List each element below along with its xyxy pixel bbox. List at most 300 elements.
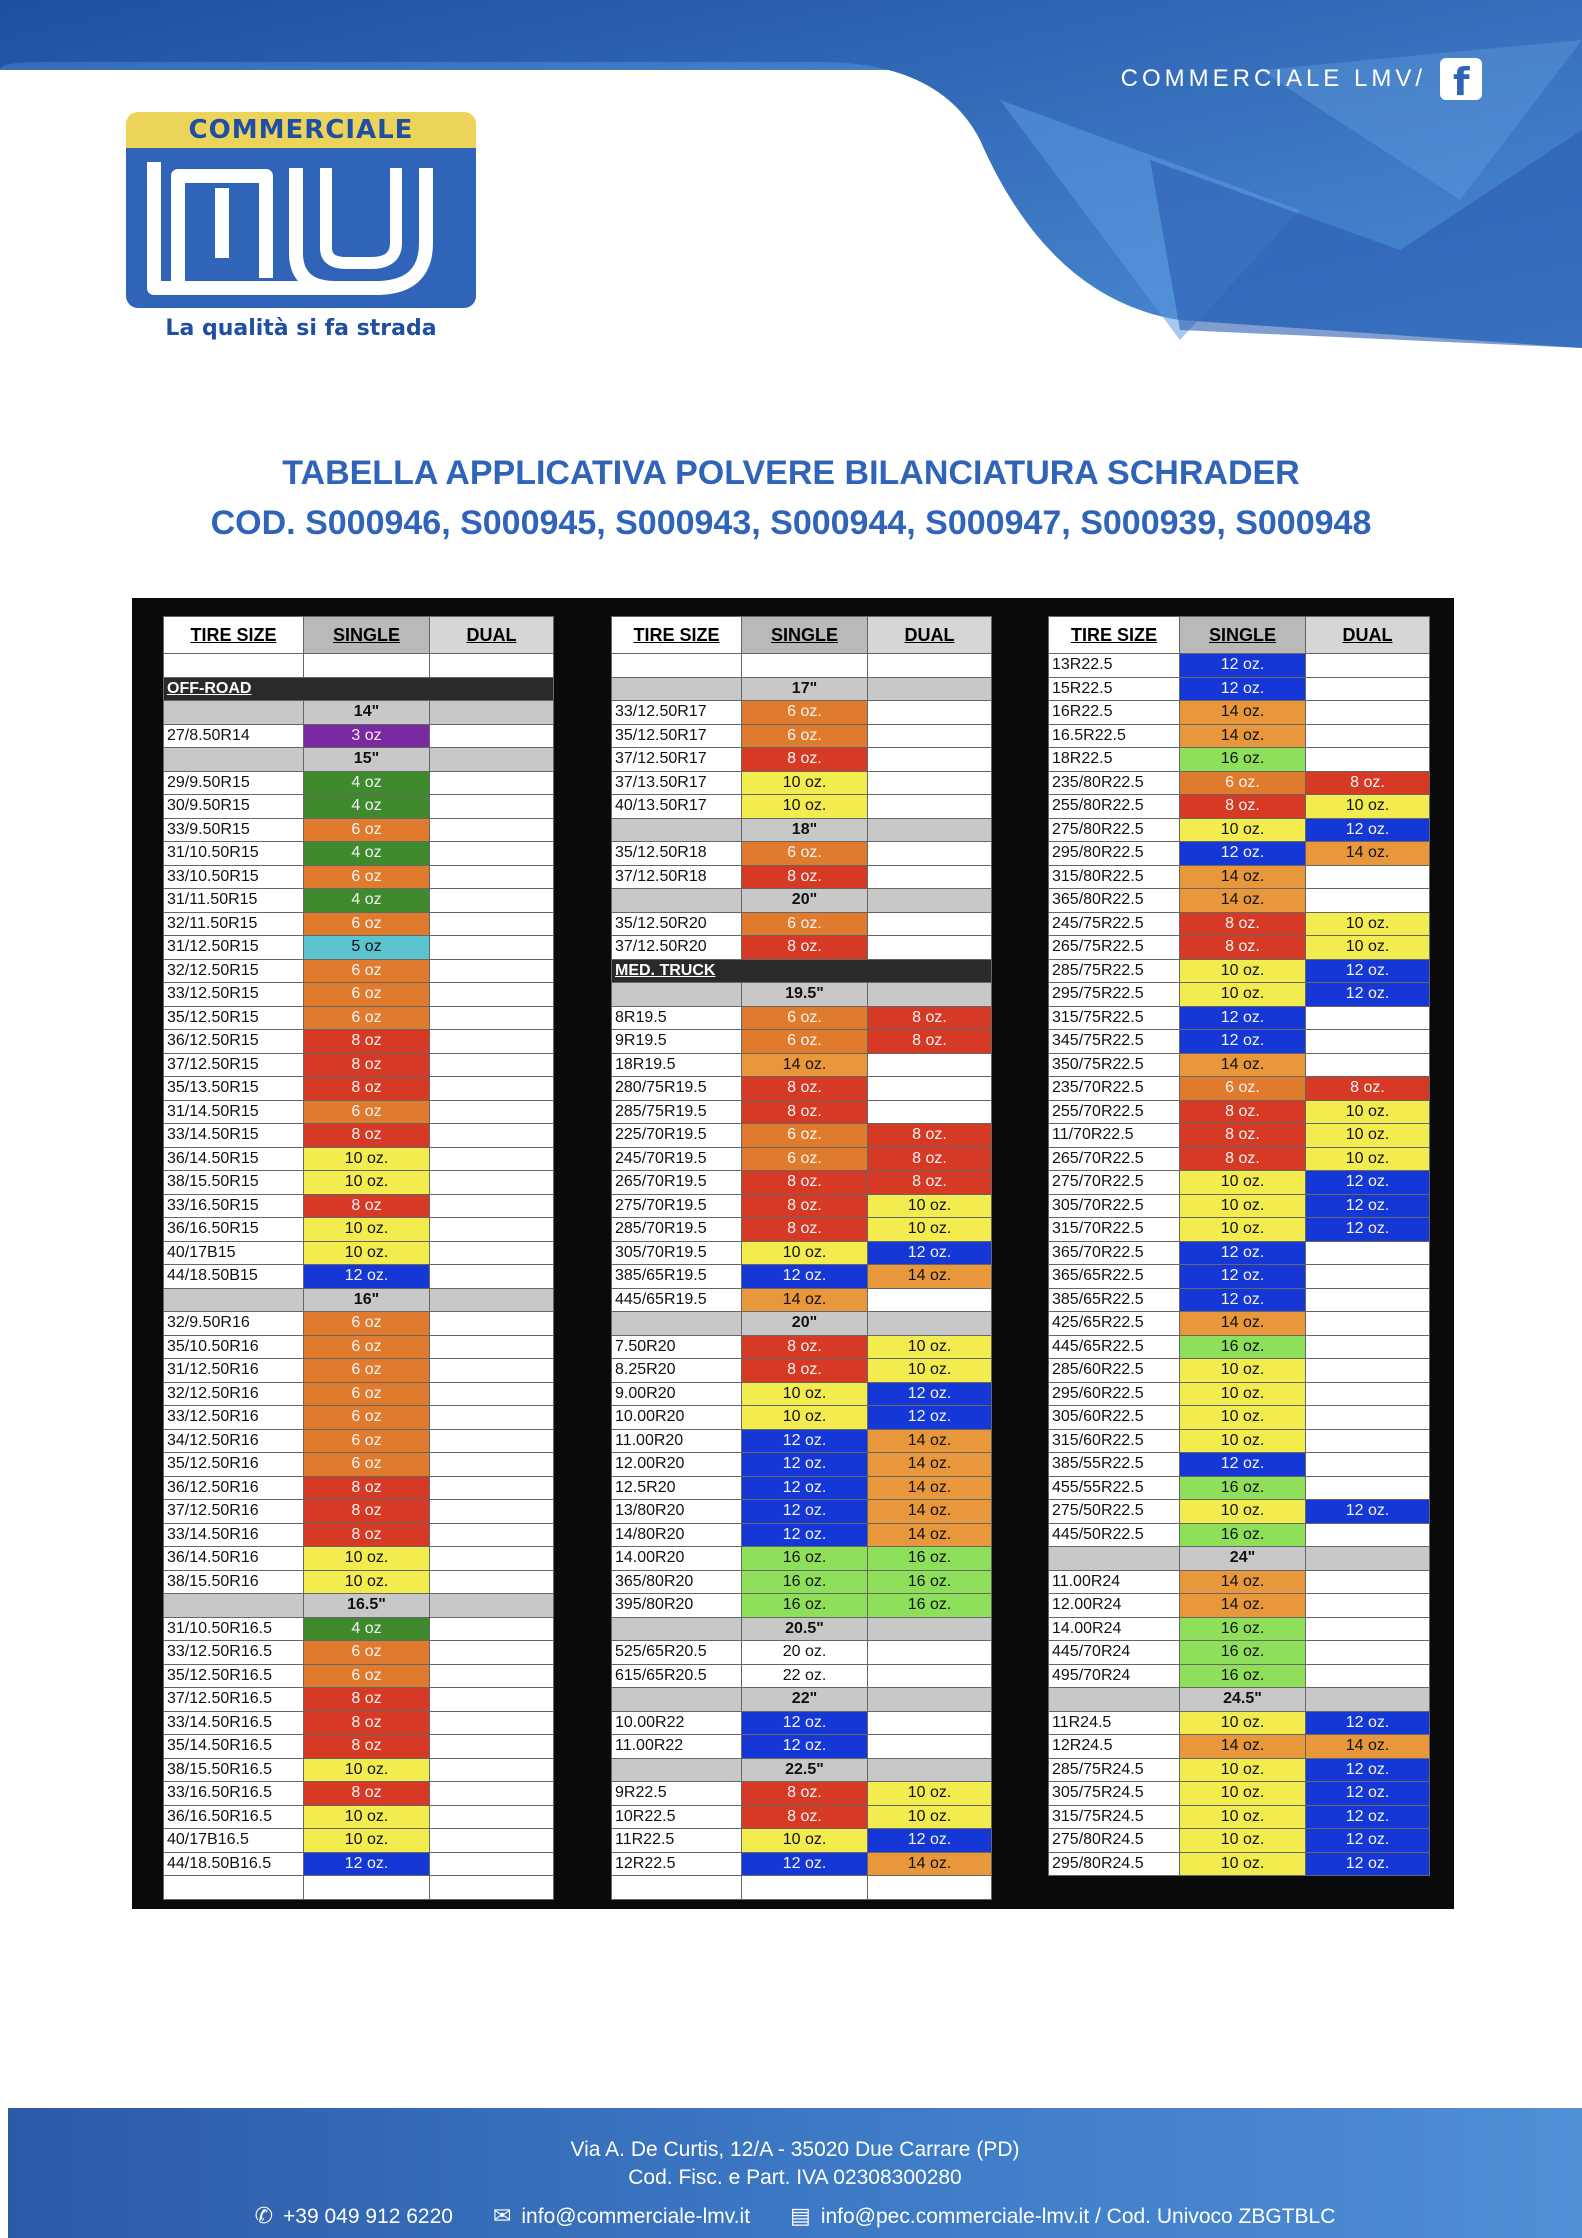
table-row [164, 1382, 554, 1406]
tire-size-cell: 33/12.50R16 [164, 1406, 304, 1430]
tire-table-1 [163, 616, 554, 1900]
table-row [1049, 1006, 1430, 1030]
dual-amount-cell [430, 1523, 554, 1547]
single-amount-cell: 10 oz. [304, 1805, 430, 1829]
tire-size-cell: 36/14.50R15 [164, 1147, 304, 1171]
table-row [1049, 1218, 1430, 1242]
dual-amount-cell: 8 oz. [1306, 1077, 1430, 1101]
rim-size-spacer [612, 983, 742, 1007]
footer-phone-text: +39 049 912 6220 [283, 2204, 453, 2228]
single-amount-cell: 10 oz. [304, 1829, 430, 1853]
tire-size-cell: 315/60R22.5 [1049, 1429, 1180, 1453]
rim-size-header-row [164, 1288, 554, 1312]
dual-amount-cell [430, 1735, 554, 1759]
tire-size-cell: 425/65R22.5 [1049, 1312, 1180, 1336]
dual-amount-cell [1306, 654, 1430, 678]
single-amount-cell: 16 oz. [1180, 1617, 1306, 1641]
table-row [164, 1805, 554, 1829]
single-amount-cell: 6 oz [304, 1100, 430, 1124]
dual-amount-cell: 10 oz. [1306, 1147, 1430, 1171]
tire-size-cell: 16R22.5 [1049, 701, 1180, 725]
dual-amount-cell: 10 oz. [868, 1194, 992, 1218]
footer-address: Via A. De Curtis, 12/A - 35020 Due Carrare (PD) [570, 2138, 1020, 2161]
dual-amount-cell [430, 1664, 554, 1688]
dual-amount-cell [430, 1171, 554, 1195]
dual-amount-cell [868, 1711, 992, 1735]
single-amount-cell: 16 oz. [1180, 1476, 1306, 1500]
dual-amount-cell [430, 1265, 554, 1289]
rim-size-header-row [164, 701, 554, 725]
category-label: OFF-ROAD [164, 677, 554, 701]
single-amount-cell: 6 oz. [742, 912, 868, 936]
tire-table-3 [1048, 616, 1430, 1876]
dual-amount-cell [868, 771, 992, 795]
rim-size-header-row [612, 1688, 992, 1712]
table-row [164, 1335, 554, 1359]
single-amount-cell: 6 oz [304, 1406, 430, 1430]
tire-size-cell: 275/70R19.5 [612, 1194, 742, 1218]
rim-size-header-row [164, 748, 554, 772]
logo-top-text: COMMERCIALE [126, 112, 476, 148]
single-amount-cell: 10 oz. [742, 1406, 868, 1430]
footer-email[interactable] [493, 2204, 750, 2229]
dual-amount-cell [868, 842, 992, 866]
blank-row [612, 1876, 992, 1900]
rim-size-label: 16.5" [304, 1594, 430, 1618]
tire-size-cell: 285/70R19.5 [612, 1218, 742, 1242]
dual-amount-cell: 12 oz. [1306, 1194, 1430, 1218]
single-amount-cell: 8 oz [304, 1194, 430, 1218]
table-row [164, 912, 554, 936]
dual-amount-cell [430, 842, 554, 866]
tire-size-cell: 44/18.50B16.5 [164, 1852, 304, 1876]
document-title [0, 448, 1582, 548]
table-row [612, 1218, 992, 1242]
single-amount-cell: 12 oz. [1180, 1030, 1306, 1054]
rim-size-spacer [868, 1312, 992, 1336]
tire-size-cell: 13R22.5 [1049, 654, 1180, 678]
dual-amount-cell: 14 oz. [868, 1476, 992, 1500]
single-amount-cell: 8 oz. [742, 1805, 868, 1829]
header-single: SINGLE [742, 617, 868, 654]
dual-amount-cell [868, 724, 992, 748]
dual-amount-cell [1306, 701, 1430, 725]
table-row [164, 1030, 554, 1054]
single-amount-cell: 6 oz [304, 959, 430, 983]
tire-size-cell: 345/75R22.5 [1049, 1030, 1180, 1054]
single-amount-cell: 12 oz. [1180, 654, 1306, 678]
tire-size-cell: 31/14.50R15 [164, 1100, 304, 1124]
dual-amount-cell [1306, 1288, 1430, 1312]
tire-size-cell: 11.00R22 [612, 1735, 742, 1759]
footer-contacts [8, 2204, 1582, 2229]
single-amount-cell: 16 oz. [1180, 1335, 1306, 1359]
single-amount-cell: 5 oz [304, 936, 430, 960]
dual-amount-cell: 14 oz. [1306, 842, 1430, 866]
header-single: SINGLE [1180, 617, 1306, 654]
single-amount-cell: 8 oz. [742, 865, 868, 889]
rim-size-spacer [164, 1594, 304, 1618]
table-row [1049, 677, 1430, 701]
dual-amount-cell [1306, 748, 1430, 772]
tire-size-cell: 33/14.50R15 [164, 1124, 304, 1148]
rim-size-label: 22" [742, 1688, 868, 1712]
single-amount-cell: 12 oz. [1180, 1241, 1306, 1265]
dual-amount-cell [430, 889, 554, 913]
table-row [612, 1124, 992, 1148]
single-amount-cell: 8 oz. [742, 936, 868, 960]
tire-size-cell: 265/70R19.5 [612, 1171, 742, 1195]
table-row [1049, 1359, 1430, 1383]
single-amount-cell: 8 oz. [742, 1171, 868, 1195]
single-amount-cell: 10 oz. [1180, 1429, 1306, 1453]
single-amount-cell: 10 oz. [304, 1570, 430, 1594]
table-row [164, 1476, 554, 1500]
single-amount-cell: 10 oz. [1180, 1500, 1306, 1524]
dual-amount-cell [430, 1711, 554, 1735]
dual-amount-cell [430, 1570, 554, 1594]
table-row [1049, 1335, 1430, 1359]
tire-size-cell: 33/14.50R16.5 [164, 1711, 304, 1735]
dual-amount-cell [1306, 1265, 1430, 1289]
dual-amount-cell [430, 1218, 554, 1242]
table-row [612, 1829, 992, 1853]
dual-amount-cell [868, 1100, 992, 1124]
dual-amount-cell [430, 818, 554, 842]
table-row [1049, 912, 1430, 936]
dual-amount-cell [430, 959, 554, 983]
table-row [1049, 1617, 1430, 1641]
table-row [612, 1805, 992, 1829]
dual-amount-cell [1306, 1406, 1430, 1430]
blank-cell [304, 654, 430, 678]
single-amount-cell: 6 oz [304, 983, 430, 1007]
title-line-2: COD. S000946, S000945, S000943, S000944, S000947, S000939, S000948 [210, 504, 1372, 542]
tire-size-cell: 37/13.50R17 [612, 771, 742, 795]
table-row [164, 1124, 554, 1148]
table-row [1049, 1147, 1430, 1171]
rim-size-spacer [430, 1288, 554, 1312]
table-row [612, 1782, 992, 1806]
dual-amount-cell: 10 oz. [868, 1218, 992, 1242]
dual-amount-cell [430, 724, 554, 748]
rim-size-label: 16" [304, 1288, 430, 1312]
tire-size-cell: 365/65R22.5 [1049, 1265, 1180, 1289]
dual-amount-cell [1306, 1594, 1430, 1618]
dual-amount-cell [1306, 1030, 1430, 1054]
title-line-1: TABELLA APPLICATIVA POLVERE BILANCIATURA SCHRADER [282, 454, 1300, 492]
blank-cell [868, 1876, 992, 1900]
tire-size-cell: 255/80R22.5 [1049, 795, 1180, 819]
footer-email-text: info@commerciale-lmv.it [521, 2204, 751, 2228]
table-row [1049, 959, 1430, 983]
tire-size-cell: 18R19.5 [612, 1053, 742, 1077]
table-row [164, 865, 554, 889]
tire-size-cell: 305/75R24.5 [1049, 1782, 1180, 1806]
single-amount-cell: 14 oz. [742, 1053, 868, 1077]
rim-size-label: 20.5" [742, 1617, 868, 1641]
tire-size-cell: 33/14.50R16 [164, 1523, 304, 1547]
tire-size-cell: 445/65R19.5 [612, 1288, 742, 1312]
tire-size-cell: 10.00R22 [612, 1711, 742, 1735]
tire-size-cell: 245/75R22.5 [1049, 912, 1180, 936]
single-amount-cell: 6 oz [304, 865, 430, 889]
tire-size-cell: 36/14.50R16 [164, 1547, 304, 1571]
rim-size-spacer [868, 1758, 992, 1782]
facebook-icon: f [1440, 58, 1482, 100]
tire-size-cell: 14/80R20 [612, 1523, 742, 1547]
tire-size-cell: 265/70R22.5 [1049, 1147, 1180, 1171]
tire-size-cell: 285/75R19.5 [612, 1100, 742, 1124]
rim-size-spacer [1306, 1547, 1430, 1571]
footer-fiscal: Cod. Fisc. e Part. IVA 02308300280 [628, 2166, 962, 2189]
single-amount-cell: 10 oz. [742, 771, 868, 795]
table-row [612, 1641, 992, 1665]
table-row [1049, 1053, 1430, 1077]
dual-amount-cell: 12 oz. [868, 1406, 992, 1430]
dual-amount-cell [1306, 1641, 1430, 1665]
table-row [612, 1053, 992, 1077]
dual-amount-cell [430, 912, 554, 936]
single-amount-cell: 12 oz. [742, 1523, 868, 1547]
tire-size-cell: 295/60R22.5 [1049, 1382, 1180, 1406]
dual-amount-cell [430, 1805, 554, 1829]
single-amount-cell: 8 oz. [742, 1100, 868, 1124]
table-row [1049, 1312, 1430, 1336]
single-amount-cell: 10 oz. [1180, 1711, 1306, 1735]
dual-amount-cell: 12 oz. [1306, 983, 1430, 1007]
dual-amount-cell [430, 1077, 554, 1101]
single-amount-cell: 14 oz. [1180, 1594, 1306, 1618]
table-row [164, 1617, 554, 1641]
tire-size-cell: 385/65R19.5 [612, 1265, 742, 1289]
dual-amount-cell [430, 1476, 554, 1500]
footer-pec[interactable] [790, 2204, 1335, 2229]
tire-size-cell: 305/60R22.5 [1049, 1406, 1180, 1430]
single-amount-cell: 16 oz. [1180, 1664, 1306, 1688]
tire-size-cell: 295/80R22.5 [1049, 842, 1180, 866]
tire-size-cell: 9R19.5 [612, 1030, 742, 1054]
table-row [164, 1265, 554, 1289]
table-row [1049, 1429, 1430, 1453]
single-amount-cell: 10 oz. [1180, 1406, 1306, 1430]
table-row [612, 1570, 992, 1594]
single-amount-cell: 6 oz. [742, 1030, 868, 1054]
table-row [612, 1171, 992, 1195]
single-amount-cell: 10 oz. [1180, 818, 1306, 842]
tire-size-cell: 35/12.50R18 [612, 842, 742, 866]
rim-size-spacer [430, 1594, 554, 1618]
dual-amount-cell [1306, 1335, 1430, 1359]
tire-size-cell: 285/75R24.5 [1049, 1758, 1180, 1782]
table-row [612, 1030, 992, 1054]
single-amount-cell: 12 oz. [1180, 1453, 1306, 1477]
tire-size-cell: 33/10.50R15 [164, 865, 304, 889]
tire-size-cell: 16.5R22.5 [1049, 724, 1180, 748]
table-row [1049, 1523, 1430, 1547]
tire-size-cell: 38/15.50R16 [164, 1570, 304, 1594]
table-row [164, 724, 554, 748]
table-row [1049, 1664, 1430, 1688]
rim-size-spacer [868, 677, 992, 701]
tire-size-cell: 13/80R20 [612, 1500, 742, 1524]
tire-size-cell: 35/12.50R15 [164, 1006, 304, 1030]
table-row [1049, 1711, 1430, 1735]
single-amount-cell: 8 oz. [742, 1359, 868, 1383]
single-amount-cell: 10 oz. [1180, 1171, 1306, 1195]
table-row [612, 1735, 992, 1759]
table-row [164, 1735, 554, 1759]
tire-size-cell: 235/70R22.5 [1049, 1077, 1180, 1101]
single-amount-cell: 6 oz [304, 912, 430, 936]
header-tire-size: TIRE SIZE [612, 617, 742, 654]
dual-amount-cell [430, 1852, 554, 1876]
rim-size-spacer [430, 701, 554, 725]
dual-amount-cell: 12 oz. [1306, 1782, 1430, 1806]
blank-cell [742, 654, 868, 678]
tire-size-cell: 275/50R22.5 [1049, 1500, 1180, 1524]
single-amount-cell: 8 oz [304, 1476, 430, 1500]
tire-size-cell: 36/12.50R15 [164, 1030, 304, 1054]
tire-size-cell: 445/65R22.5 [1049, 1335, 1180, 1359]
tire-size-cell: 38/15.50R16.5 [164, 1758, 304, 1782]
tire-size-cell: 285/75R22.5 [1049, 959, 1180, 983]
dual-amount-cell [868, 1288, 992, 1312]
dual-amount-cell: 12 oz. [1306, 1829, 1430, 1853]
single-amount-cell: 10 oz. [1180, 959, 1306, 983]
single-amount-cell: 12 oz. [1180, 1288, 1306, 1312]
table-row [1049, 1288, 1430, 1312]
tire-size-cell: 315/80R22.5 [1049, 865, 1180, 889]
table-row [612, 1523, 992, 1547]
tire-size-cell: 295/80R24.5 [1049, 1852, 1180, 1876]
single-amount-cell: 8 oz. [1180, 912, 1306, 936]
dual-amount-cell: 14 oz. [868, 1265, 992, 1289]
tire-size-cell: 32/9.50R16 [164, 1312, 304, 1336]
single-amount-cell: 8 oz [304, 1711, 430, 1735]
table-row [164, 889, 554, 913]
single-amount-cell: 10 oz. [1180, 1194, 1306, 1218]
dual-amount-cell: 14 oz. [868, 1453, 992, 1477]
dual-amount-cell: 12 oz. [1306, 1171, 1430, 1195]
header-single: SINGLE [304, 617, 430, 654]
dual-amount-cell [868, 795, 992, 819]
logo-mark [126, 148, 476, 308]
rim-size-label: 15" [304, 748, 430, 772]
single-amount-cell: 8 oz. [1180, 795, 1306, 819]
dual-amount-cell [1306, 1453, 1430, 1477]
rim-size-spacer [1306, 1688, 1430, 1712]
dual-amount-cell [1306, 1241, 1430, 1265]
footer [8, 2108, 1582, 2238]
tire-size-cell: 35/14.50R16.5 [164, 1735, 304, 1759]
tire-size-cell: 35/10.50R16 [164, 1335, 304, 1359]
company-logo [126, 112, 476, 348]
table-row [612, 1594, 992, 1618]
dual-amount-cell [430, 1241, 554, 1265]
tire-size-cell: 33/12.50R16.5 [164, 1641, 304, 1665]
tire-size-cell: 30/9.50R15 [164, 795, 304, 819]
dual-amount-cell [1306, 1053, 1430, 1077]
tire-size-cell: 32/12.50R16 [164, 1382, 304, 1406]
tire-size-cell: 7.50R20 [612, 1335, 742, 1359]
single-amount-cell: 10 oz. [304, 1147, 430, 1171]
rim-size-label: 24" [1180, 1547, 1306, 1571]
tire-size-cell: 36/16.50R16.5 [164, 1805, 304, 1829]
table-row [1049, 1382, 1430, 1406]
single-amount-cell: 16 oz. [1180, 748, 1306, 772]
tire-size-cell: 27/8.50R14 [164, 724, 304, 748]
header-dual: DUAL [868, 617, 992, 654]
tire-size-cell: 37/12.50R15 [164, 1053, 304, 1077]
single-amount-cell: 16 oz. [1180, 1641, 1306, 1665]
tire-size-cell: 32/12.50R15 [164, 959, 304, 983]
single-amount-cell: 14 oz. [1180, 865, 1306, 889]
single-amount-cell: 10 oz. [304, 1171, 430, 1195]
tire-size-cell: 15R22.5 [1049, 677, 1180, 701]
single-amount-cell: 8 oz [304, 1124, 430, 1148]
tire-size-cell: 34/12.50R16 [164, 1429, 304, 1453]
single-amount-cell: 6 oz. [1180, 1077, 1306, 1101]
dual-amount-cell [430, 1406, 554, 1430]
rim-size-header-row [1049, 1547, 1430, 1571]
table-row [164, 936, 554, 960]
tire-size-cell: 40/13.50R17 [612, 795, 742, 819]
single-amount-cell: 12 oz. [742, 1711, 868, 1735]
dual-amount-cell [1306, 1617, 1430, 1641]
tire-size-cell: 35/12.50R20 [612, 912, 742, 936]
table-row [1049, 1453, 1430, 1477]
table-row [612, 912, 992, 936]
dual-amount-cell [1306, 1312, 1430, 1336]
single-amount-cell: 6 oz [304, 1359, 430, 1383]
tire-size-cell: 315/70R22.5 [1049, 1218, 1180, 1242]
footer-address-block [8, 2136, 1582, 2192]
tire-size-cell: 35/12.50R17 [612, 724, 742, 748]
tire-size-cell: 35/12.50R16.5 [164, 1664, 304, 1688]
dual-amount-cell [430, 771, 554, 795]
table-row [164, 1359, 554, 1383]
logo-tagline: La qualità si fa strada [165, 316, 437, 341]
dual-amount-cell [868, 936, 992, 960]
table-row [164, 1852, 554, 1876]
dual-amount-cell: 12 oz. [1306, 1711, 1430, 1735]
dual-amount-cell: 10 oz. [868, 1359, 992, 1383]
dual-amount-cell [430, 1500, 554, 1524]
tire-size-cell: 305/70R22.5 [1049, 1194, 1180, 1218]
table-row [612, 1500, 992, 1524]
rim-size-header-row [612, 1758, 992, 1782]
footer-phone[interactable] [255, 2204, 453, 2229]
table-row [164, 1500, 554, 1524]
table-row [1049, 1030, 1430, 1054]
dual-amount-cell [430, 1547, 554, 1571]
single-amount-cell: 6 oz. [742, 842, 868, 866]
dual-amount-cell: 12 oz. [1306, 1218, 1430, 1242]
dual-amount-cell [1306, 1429, 1430, 1453]
tire-size-cell: 365/70R22.5 [1049, 1241, 1180, 1265]
dual-amount-cell [1306, 1523, 1430, 1547]
brand-facebook-link[interactable] [1120, 58, 1482, 104]
table-row [612, 1453, 992, 1477]
table-row [612, 1335, 992, 1359]
table-row [164, 1829, 554, 1853]
table-header-row [1049, 617, 1430, 654]
table-row [1049, 1594, 1430, 1618]
tire-size-cell: 455/55R22.5 [1049, 1476, 1180, 1500]
tire-size-cell: 10.00R20 [612, 1406, 742, 1430]
table-row [1049, 1124, 1430, 1148]
